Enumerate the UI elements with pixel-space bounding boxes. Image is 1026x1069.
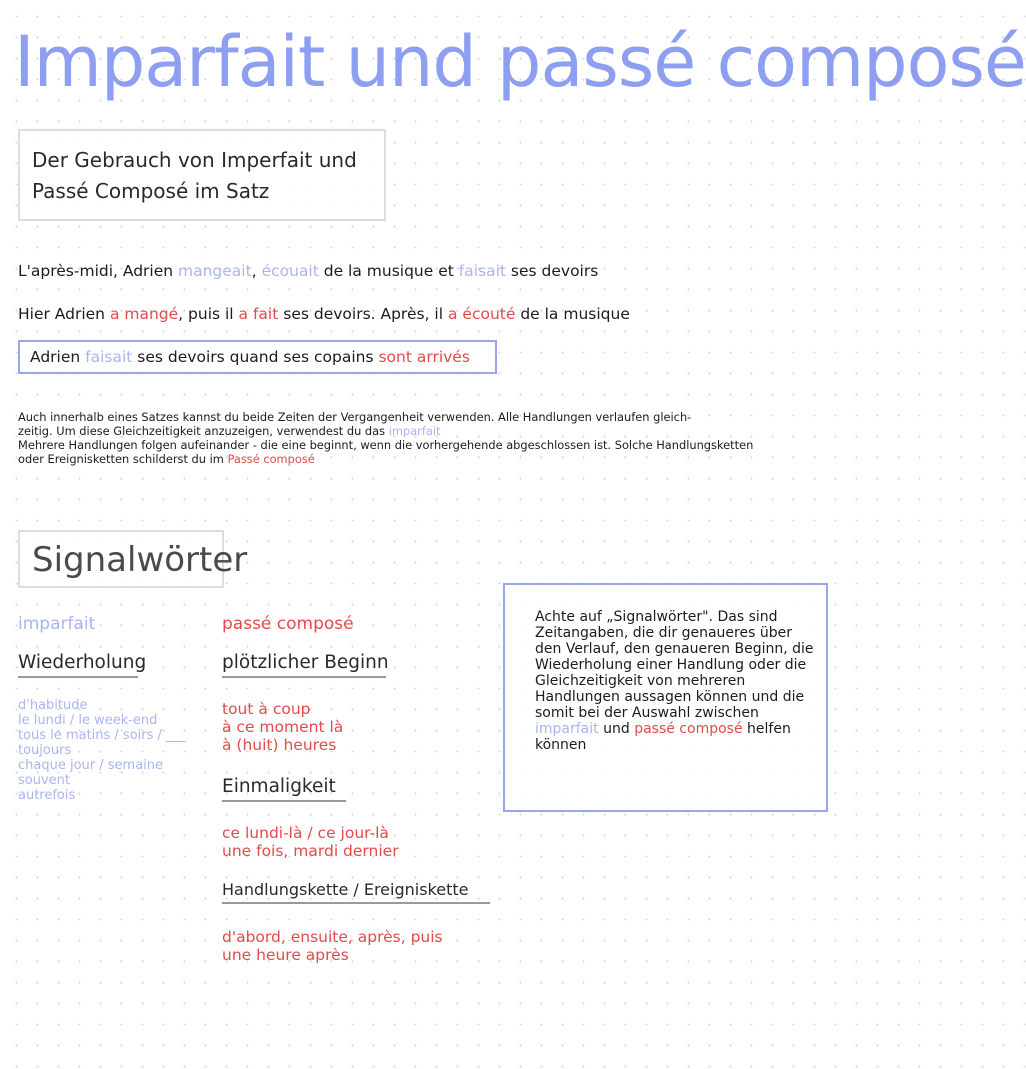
example-sentence-mixed: Adrien faisait ses devoirs quand ses copains sont arrivés [18,340,497,374]
explanation-paragraph: Auch innerhalb eines Satzes kannst du beide Zeiten der Vergangenheit verwenden. Alle Handlungen verlaufen gleich- zeitig. Um diese Gleichzeitigkeit anzuzeigen, verwendest du das imparfait Mehrere Handlungen folgen aufeinander - die eine beginnt, wenn die vorhergehende abgeschlossen ist. Solche Handlungsketten oder Ereignisketten schilderst du im Passé composé [18,410,754,466]
action-chain-heading: Handlungskette / Ereigniskette [222,880,490,904]
passe-compose-term: Passé composé [227,452,315,466]
repetition-heading: Wiederholung [18,652,138,678]
subtitle-box [18,129,386,221]
list-item: chaque jour / semaine [18,758,164,773]
subtitle-line-1: Der Gebrauch von Imperfait und [32,148,357,172]
list-item: le lundi / le week-end [18,713,158,728]
signal-words-note: Achte auf „Signalwörter". Das sind Zeitangaben, die dir genaueres über den Verlauf, den genaueren Beginn, die Wiederholung einer Handlung oder die Gleichzeitigkeit von mehreren Handlungen aussagen können und die somit bei der Auswahl zwischen imparfait und passé composé helfen können [503,583,828,812]
note-text: Achte auf „Signalwörter". Das sind Zeitangaben, die dir genaueres über den Verlauf, den genaueren Beginn, die Wiederholung einer Handlung oder die Gleichzeitigkeit von mehreren Handlungen aussagen können und die somit bei der Auswahl zwischen [535,609,814,721]
imparfait-term: imparfait [388,424,441,438]
list-item: tout à coup [222,700,311,718]
verb-imparfait: faisait [85,348,133,366]
list-item: d'habitude [18,698,88,713]
imparfait-signal-list [18,698,198,803]
verb-imparfait: écouait [261,262,319,280]
example-sentence-passe-compose: Hier Adrien a mangé, puis il a fait ses devoirs. Après, il a écouté de la musique [18,305,630,323]
list-item: une fois, mardi dernier [222,842,399,860]
list-item: ce lundi-là / ce jour-là [222,824,389,842]
signal-words-heading: Signalwörter [18,530,224,588]
verb-passe-compose: a mangé [109,305,179,323]
example-sentence-imparfait: L'après-midi, Adrien mangeait, écouait de la musique et faisait ses devoirs [18,262,599,280]
verb-passe-compose: a écouté [447,305,516,323]
imparfait-term: imparfait [535,721,599,737]
list-item: à ce moment là [222,718,344,736]
imparfait-column-heading: imparfait [18,614,96,634]
list-item: souvent [18,773,70,788]
verb-passe-compose: a fait [238,305,279,323]
list-item: toujours [18,743,72,758]
verb-passe-compose: sont arrivés [378,348,470,366]
list-item: à (huit) heures [222,736,337,754]
list-item: tous le matins / soirs / ___ [18,728,186,743]
list-item: une heure après [222,946,349,964]
uniqueness-list [222,824,462,860]
subtitle-line-2: Passé Composé im Satz [32,179,270,203]
list-item: autrefois [18,788,76,803]
action-chain-list [222,928,482,964]
verb-imparfait: faisait [458,262,506,280]
list-item: d'abord, ensuite, après, puis [222,928,443,946]
page-title: Imparfait und passé composé [14,21,1026,103]
uniqueness-heading: Einmaligkeit [222,776,346,802]
sudden-start-list [222,700,442,754]
passe-compose-term: passé composé [634,721,743,737]
verb-imparfait: mangeait [178,262,252,280]
passe-compose-column-heading: passé composé [222,614,354,634]
sudden-start-heading: plötzlicher Beginn [222,652,386,678]
